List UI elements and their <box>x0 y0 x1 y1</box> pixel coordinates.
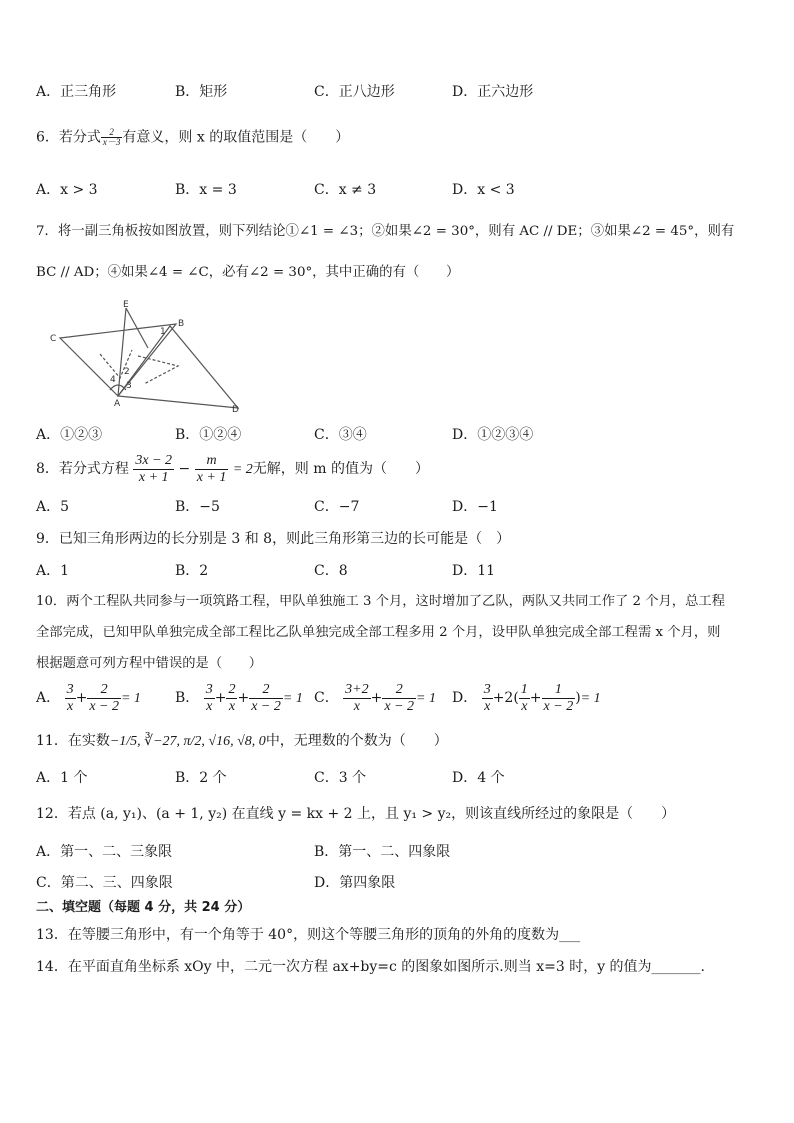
q9-stem: 9．已知三角形两边的长分别是 3 和 8，则此三角形第三边的长可能是（ ） <box>36 531 511 547</box>
q8-stem-post: 无解，则 m 的值为（ ） <box>252 461 429 477</box>
q12-option-d: D．第四象限 <box>314 875 396 891</box>
q10-option-b-label: B． <box>175 690 200 706</box>
q7-option-a: A．①②③ <box>36 427 103 443</box>
q6-stem <box>36 128 349 147</box>
q7-label-c: C <box>50 334 57 344</box>
q10-line1: 10．两个工程队共同参与一项筑路工程，甲队单独施工 3 个月，这时增加了乙队，两队又共同工作了 2 个月，总工程 <box>36 594 725 609</box>
q8-option-c: C．−7 <box>314 499 360 515</box>
q12-option-c: C．第二、三、四象限 <box>36 875 173 891</box>
q9-option-c: C．8 <box>314 563 348 579</box>
q10-option-c: C． $\frac{3+2}{x}$ + $\frac{2}{x - 2}$ = 1 <box>314 681 436 714</box>
q12-stem: 12．若点 (a, y₁)、(a + 1, y₂) 在直线 y = kx + 2 上，且 y₁ > y₂，则该直线所经过的象限是（ ） <box>36 806 676 822</box>
q11-stem-post: 中，无理数的个数为（ ） <box>265 733 448 749</box>
q7-label-e: E <box>123 300 129 310</box>
q7-label-2: 2 <box>124 367 130 377</box>
q7-line2: BC // AD；④如果∠4 = ∠C，必有∠2 = 30°，其中正确的有（ ） <box>36 265 460 280</box>
q7-option-c: C．③④ <box>314 427 367 443</box>
q7-option-d: D．①②③④ <box>452 427 534 443</box>
q10-option-a-label: A． <box>36 690 61 706</box>
q7-label-d: D <box>232 405 239 415</box>
q8-f1-den: x + 1 <box>138 469 169 485</box>
q12-option-b: B．第一、二、四象限 <box>314 844 451 860</box>
q10-option-b: B． $\frac{3}{x}$ + $\frac{2}{x}$ + $\frac{2}{x - 2}$ = 1 <box>175 681 303 714</box>
q6-option-c: C．x ≠ 3 <box>314 182 377 198</box>
q5-option-b: B．矩形 <box>175 84 228 100</box>
q7-line1: 7．将一副三角板按如图放置，则下列结论①∠1 = ∠3；②如果∠2 = 30°，则有 AC // DE；③如果∠2 = 45°，则有 <box>36 224 735 239</box>
q5-option-a: A．正三角形 <box>36 84 117 100</box>
q8-f1-num: 3x − 2 <box>135 452 173 468</box>
q9-option-b: B．2 <box>175 563 209 579</box>
q8-option-b: B．−5 <box>175 499 220 515</box>
q8-option-a: A．5 <box>36 499 70 515</box>
q8-fraction-2 <box>195 453 229 486</box>
q6-stem-post: 有意义，则 x 的取值范围是（ ） <box>122 129 350 146</box>
q9-option-d: D．11 <box>452 563 496 579</box>
q8-fraction-1 <box>133 453 174 486</box>
q8-option-d: D．−1 <box>452 499 498 515</box>
q10-option-c-label: C． <box>314 690 339 706</box>
q10-option-d-label: D． <box>452 690 478 706</box>
q11-option-a: A．1 个 <box>36 770 88 786</box>
q11-option-d: D．4 个 <box>452 770 505 786</box>
q11-option-c: C．3 个 <box>314 770 367 786</box>
q13-stem: 13．在等腰三角形中，有一个角等于 40°，则这个等腰三角形的顶角的外角的度数为___ <box>36 927 581 943</box>
q6-option-d: D．x < 3 <box>452 182 515 198</box>
q6-frac-den: x－3 <box>102 137 121 147</box>
q10-option-a: A． $\frac{3}{x}$ + $\frac{2}{x - 2}$ = 1 <box>36 681 141 714</box>
q8-f2-num: m <box>195 453 229 470</box>
q11-numbers: −1/5, ∛−27, π/2, √16, √8, 0 <box>109 734 266 749</box>
q7-label-b: B <box>178 319 185 329</box>
q7-triangle-figure <box>48 298 248 416</box>
q11-option-b: B．2 个 <box>175 770 227 786</box>
q6-fraction <box>101 128 123 147</box>
q14-stem: 14．在平面直角坐标系 xOy 中，二元一次方程 ax+by=c 的图象如图所示.则当 x=3 时，y 的值为_______. <box>36 959 706 975</box>
q5-option-c: C．正八边形 <box>314 84 395 100</box>
q8-equals: = 2 <box>232 462 253 477</box>
q10-line3: 根据题意可列方程中错误的是（ ） <box>36 656 263 671</box>
q9-option-a: A．1 <box>36 563 70 579</box>
q7-label-4: 4 <box>110 375 116 385</box>
q11-stem <box>36 732 448 751</box>
q6-option-b: B．x = 3 <box>175 182 237 198</box>
q7-label-3: 3 <box>126 381 132 391</box>
q8-stem-pre: 8．若分式方程 <box>36 461 129 477</box>
q5-option-d: D．正六边形 <box>452 84 534 100</box>
q6-option-a: A．x > 3 <box>36 182 98 198</box>
section-2-title: 二、填空题（每题 4 分，共 24 分） <box>36 900 251 915</box>
q6-frac-num: 2 <box>101 128 123 138</box>
q6-stem-pre: 6．若分式 <box>36 129 101 146</box>
q11-stem-pre: 11．在实数 <box>36 733 110 749</box>
q10-line2: 全部完成，已知甲队单独完成全部工程比乙队单独完成全部工程多用 2 个月，设甲队单独完成全部工程需 x 个月，则 <box>36 625 721 640</box>
q8-stem <box>36 452 429 487</box>
q12-option-a: A．第一、二、三象限 <box>36 844 173 860</box>
q8-f2-den: x + 1 <box>196 469 227 485</box>
q10-option-d: D． $\frac{3}{x}$ +2( $\frac{1}{x}$ + $\frac{1}{x - 2}$ )= 1 <box>452 681 601 714</box>
q7-option-b: B．①②④ <box>175 427 242 443</box>
q7-label-1: 1 <box>160 327 166 337</box>
q7-label-a: A <box>114 399 121 409</box>
q8-minus: − <box>178 461 191 477</box>
